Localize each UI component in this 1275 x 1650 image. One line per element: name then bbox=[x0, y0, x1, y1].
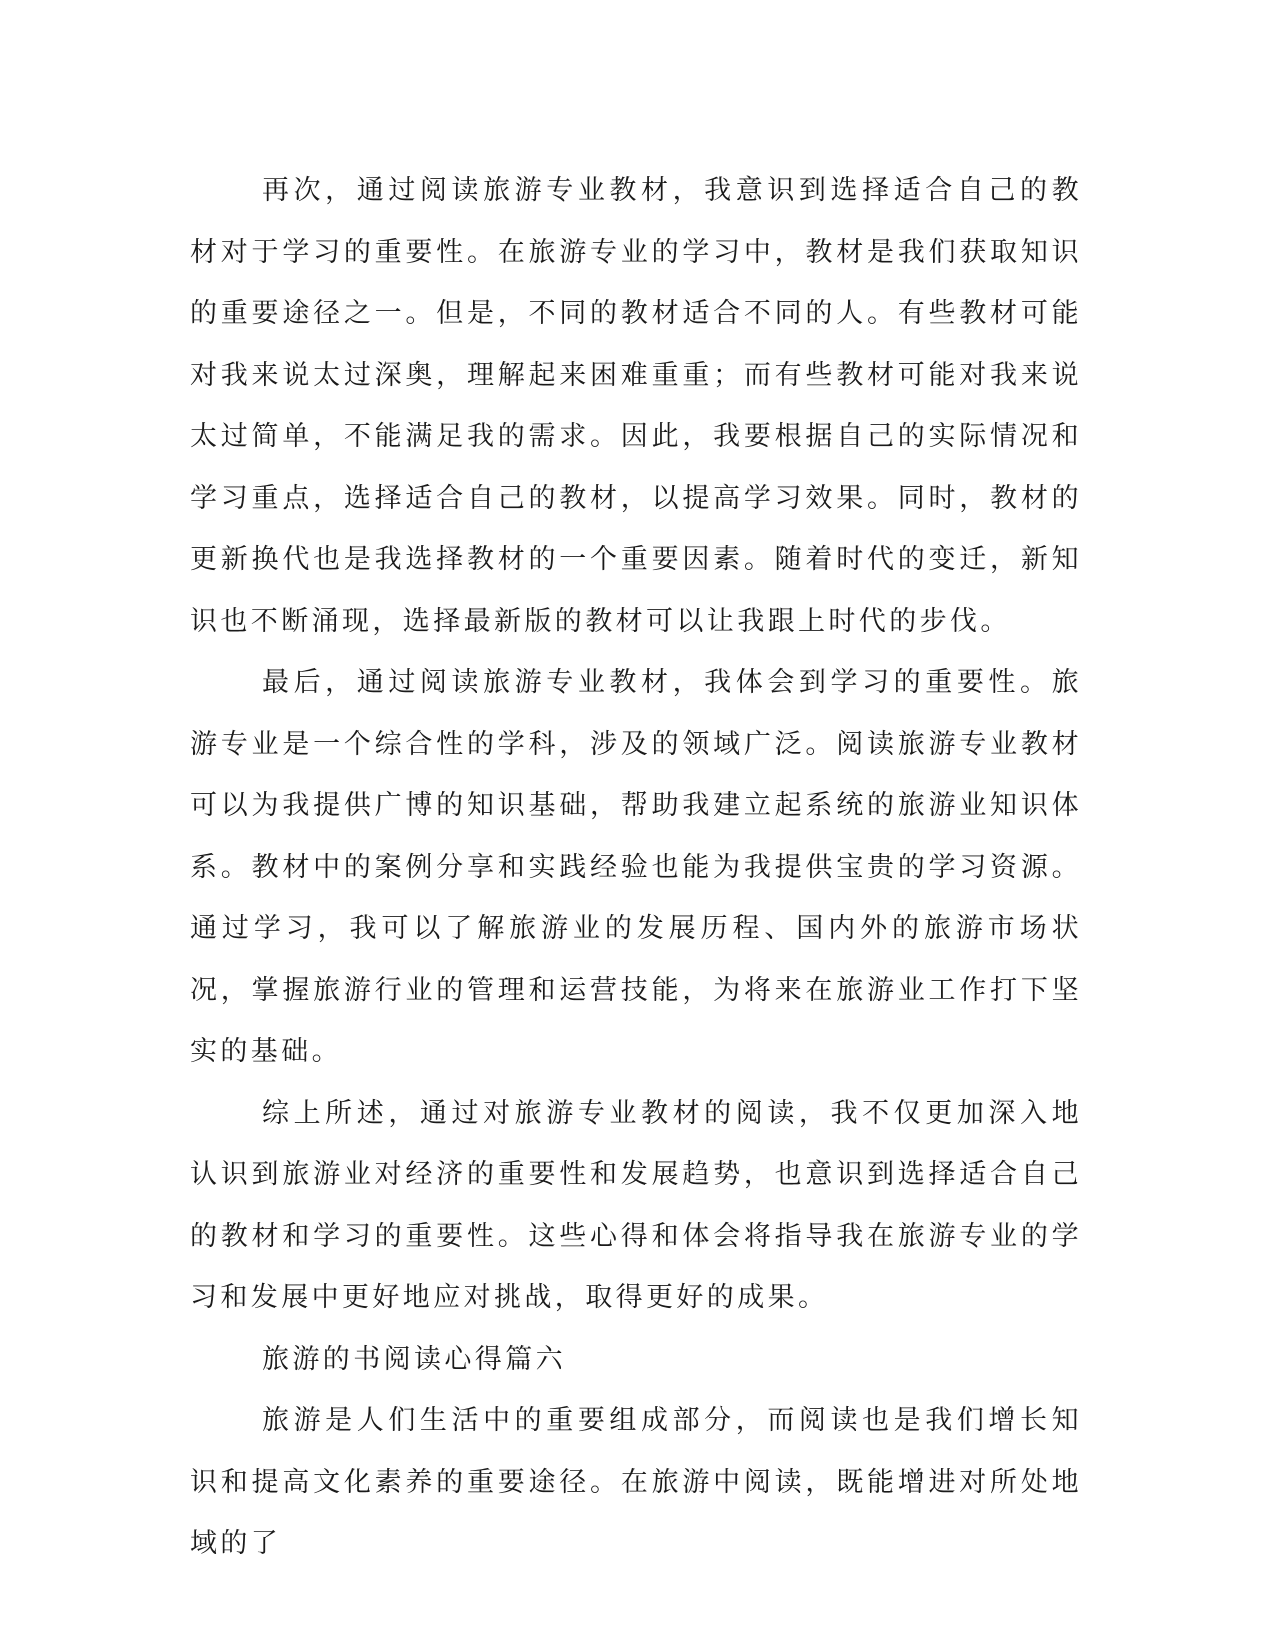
paragraph-summary: 综上所述，通过对旅游专业教材的阅读，我不仅更加深入地认识到旅游业对经济的重要性和发展趋势，也意识到选择适合自己的教材和学习的重要性。这些心得和体会将指导我在旅游专业的学习和发展中更好地应对挑战，取得更好的成果。 bbox=[190, 1097, 1082, 1313]
paragraph-travel-reading: 旅游是人们生活中的重要组成部分，而阅读也是我们增长知识和提高文化素养的重要途径。在旅游中阅读，既能增进对所处地域的了 bbox=[190, 1405, 1082, 1559]
paragraph-learning-importance: 最后，通过阅读旅游专业教材，我体会到学习的重要性。旅游专业是一个综合性的学科，涉及的领域广泛。阅读旅游专业教材可以为我提供广博的知识基础，帮助我建立起系统的旅游业知识体系。教材中的案例分享和实践经验也能为我提供宝贵的学习资源。通过学习，我可以了解旅游业的发展历程、国内外的旅游市场状况，掌握旅游行业的管理和运营技能，为将来在旅游业工作打下坚实的基础。 bbox=[190, 667, 1082, 1067]
paragraph-textbook-choice: 再次，通过阅读旅游专业教材，我意识到选择适合自己的教材对于学习的重要性。在旅游专业的学习中，教材是我们获取知识的重要途径之一。但是，不同的教材适合不同的人。有些教材可能对我来说太过深奥，理解起来困难重重；而有些教材可能对我来说太过简单，不能满足我的需求。因此，我要根据自己的实际情况和学习重点，选择适合自己的教材，以提高学习效果。同时，教材的更新换代也是我选择教材的一个重要因素。随着时代的变迁，新知识也不断涌现，选择最新版的教材可以让我跟上时代的步伐。 bbox=[190, 175, 1082, 637]
section-heading: 旅游的书阅读心得篇六 bbox=[262, 1343, 566, 1375]
document-page bbox=[190, 160, 1082, 1575]
